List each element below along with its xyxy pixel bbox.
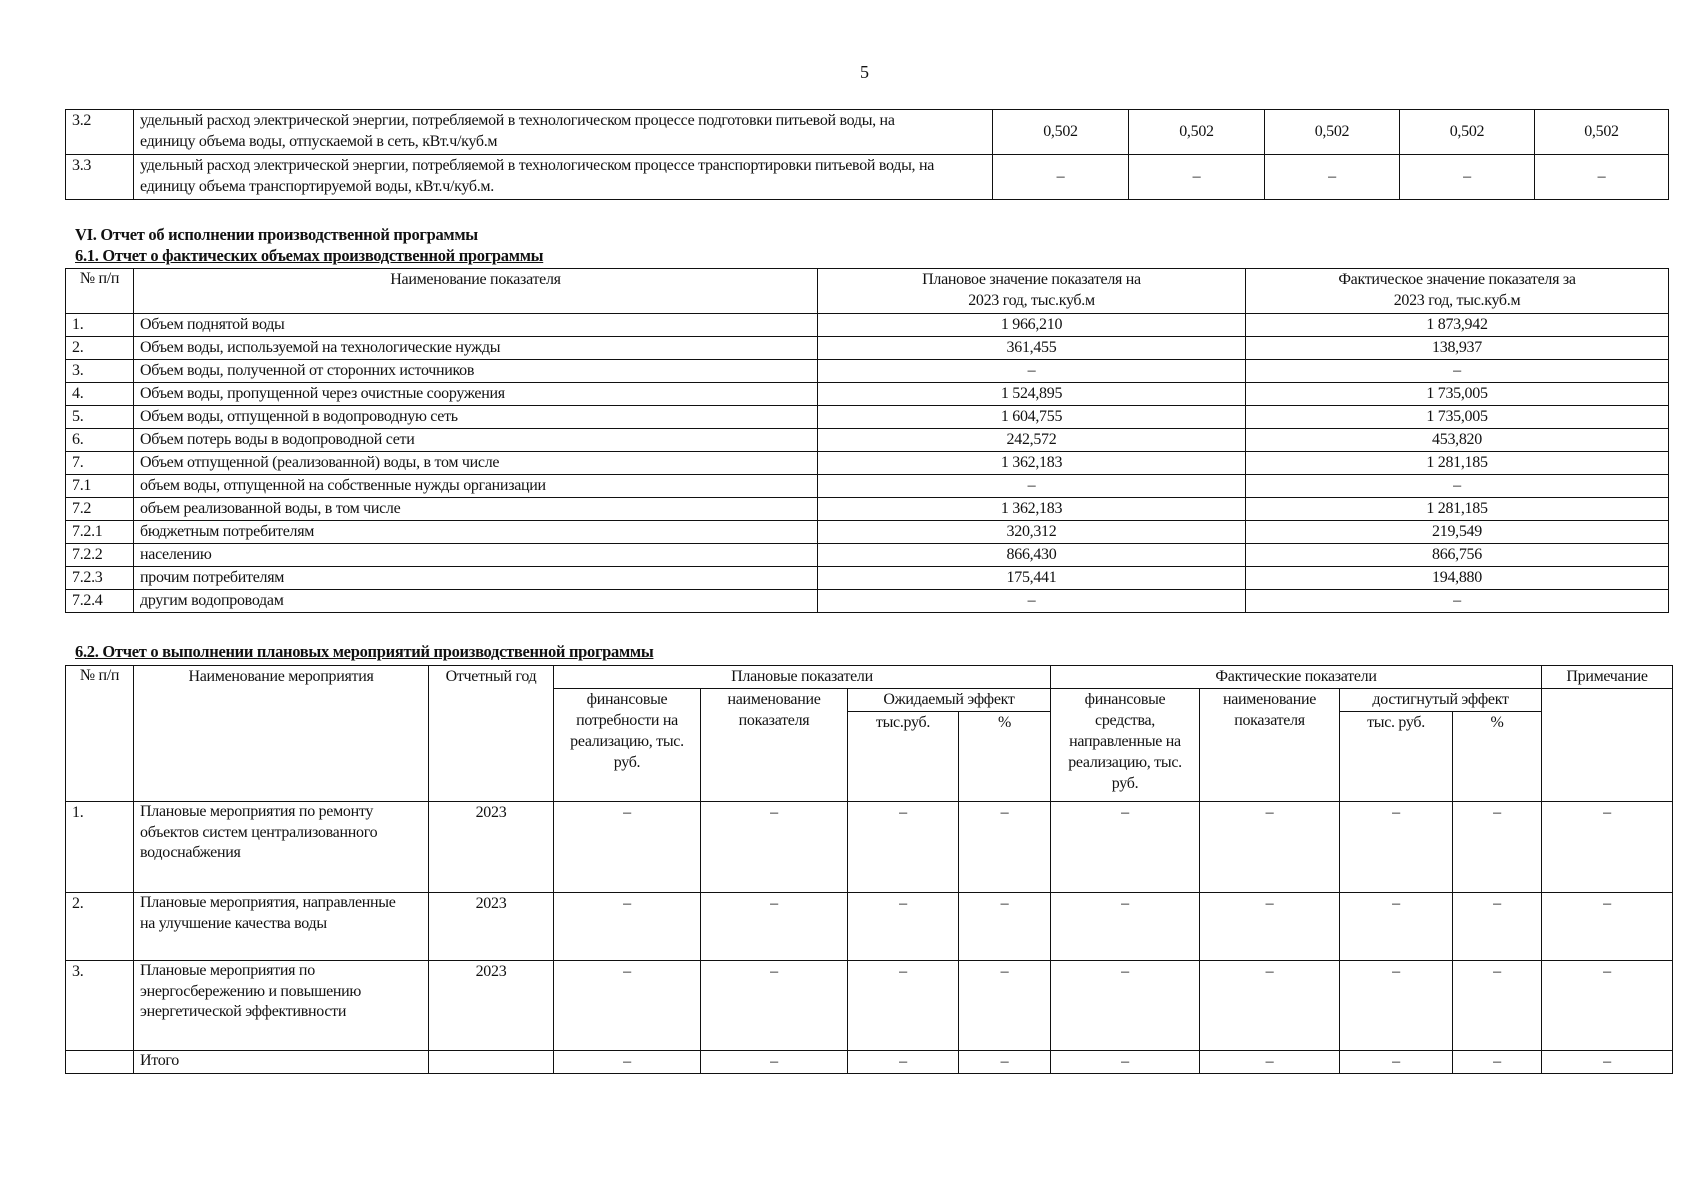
- fact-value: 1 281,185: [1246, 452, 1669, 475]
- measure-value: –: [959, 802, 1051, 893]
- measure-value: –: [959, 893, 1051, 961]
- plan-value: 866,430: [818, 544, 1246, 567]
- indicator-name: объем реализованной воды, в том числе: [134, 498, 818, 521]
- measure-value: –: [1453, 961, 1542, 1051]
- measure-value: –: [959, 1051, 1051, 1074]
- indicator-name: Объем отпущенной (реализованной) воды, в том числе: [134, 452, 818, 475]
- report-year: 2023: [429, 893, 554, 961]
- indicator-name: Объем воды, полученной от сторонних источников: [134, 360, 818, 383]
- plan-value: 1 966,210: [818, 314, 1246, 337]
- indicator-name: удельный расход электрической энергии, потребляемой в технологическом процессе транспортировки питьевой воды, на единицу объема транспортируемой воды, кВт.ч/куб.м.: [134, 155, 993, 200]
- indicator-name: Объем потерь воды в водопроводной сети: [134, 429, 818, 452]
- measure-value: –: [701, 961, 848, 1051]
- measure-value: –: [1340, 961, 1453, 1051]
- fact-value: 866,756: [1246, 544, 1669, 567]
- fact-value: 194,880: [1246, 567, 1669, 590]
- header-plan: Плановое значение показателя на 2023 год, тыс.куб.м: [818, 269, 1246, 314]
- plan-value: 361,455: [818, 337, 1246, 360]
- row-number: 7.2.4: [66, 590, 134, 613]
- measure-value: –: [1200, 893, 1340, 961]
- indicator-name: Объем воды, отпущенной в водопроводную сеть: [134, 406, 818, 429]
- measure-value: –: [1200, 802, 1340, 893]
- header-fact: Фактическое значение показателя за 2023 год, тыс.куб.м: [1246, 269, 1669, 314]
- row-number: 3.: [66, 360, 134, 383]
- header-year: Отчетный год: [429, 666, 554, 802]
- measure-value: –: [1453, 893, 1542, 961]
- fact-value: 1 735,005: [1246, 406, 1669, 429]
- plan-value: 242,572: [818, 429, 1246, 452]
- measure-value: –: [554, 1051, 701, 1074]
- table-row: [66, 498, 1669, 521]
- table-row: [66, 521, 1669, 544]
- row-number: 1.: [66, 802, 134, 893]
- measures-title: 6.2. Отчет о выполнении плановых мероприятий производственной программы: [75, 642, 654, 661]
- row-number: 7.2.1: [66, 521, 134, 544]
- indicator-value: –: [1129, 155, 1265, 200]
- plan-value: 175,441: [818, 567, 1246, 590]
- measure-value: –: [554, 961, 701, 1051]
- measure-value: –: [1200, 961, 1340, 1051]
- header-plan-pct: %: [959, 712, 1051, 802]
- header-act-effect: достигнутый эффект: [1340, 689, 1542, 712]
- indicator-value: –: [1265, 155, 1400, 200]
- row-number: 7.2.2: [66, 544, 134, 567]
- table-row: [66, 1051, 1673, 1074]
- indicator-name: Объем воды, пропущенной через очистные сооружения: [134, 383, 818, 406]
- fact-value: –: [1246, 360, 1669, 383]
- measure-value: –: [554, 893, 701, 961]
- indicator-value: –: [1535, 155, 1669, 200]
- indicator-name: населению: [134, 544, 818, 567]
- measure-value: –: [1051, 1051, 1200, 1074]
- volumes-title: 6.1. Отчет о фактических объемах производственной программы: [75, 246, 544, 265]
- measure-value: –: [1453, 1051, 1542, 1074]
- fact-value: 453,820: [1246, 429, 1669, 452]
- indicator-name: прочим потребителям: [134, 567, 818, 590]
- header-actual: Фактические показатели: [1051, 666, 1542, 689]
- indicator-value: –: [993, 155, 1129, 200]
- header-act-pct: %: [1453, 712, 1542, 802]
- header-name: Наименование показателя: [134, 269, 818, 314]
- measure-value: –: [1340, 1051, 1453, 1074]
- report-year: 2023: [429, 802, 554, 893]
- fact-value: –: [1246, 590, 1669, 613]
- row-number: 7.: [66, 452, 134, 475]
- fact-value: 1 735,005: [1246, 383, 1669, 406]
- measure-value: –: [1542, 961, 1673, 1051]
- row-number: 5.: [66, 406, 134, 429]
- fact-value: 219,549: [1246, 521, 1669, 544]
- row-number: 6.: [66, 429, 134, 452]
- indicator-value: 0,502: [1265, 110, 1400, 155]
- fact-value: 1 873,942: [1246, 314, 1669, 337]
- plan-value: 1 604,755: [818, 406, 1246, 429]
- table-row: [66, 110, 1669, 155]
- measure-value: –: [959, 961, 1051, 1051]
- measure-value: –: [1542, 893, 1673, 961]
- table-row: [66, 544, 1669, 567]
- indicator-value: 0,502: [993, 110, 1129, 155]
- measure-value: –: [1051, 961, 1200, 1051]
- row-number: 3.3: [66, 155, 134, 200]
- measure-value: –: [1340, 802, 1453, 893]
- table-row: [66, 802, 1673, 893]
- table-row: [66, 155, 1669, 200]
- measure-value: –: [848, 961, 959, 1051]
- header-act-rub: тыс. руб.: [1340, 712, 1453, 802]
- measure-value: –: [1340, 893, 1453, 961]
- table-row: [66, 406, 1669, 429]
- header-plan-fin: финансовые потребности на реализацию, тыс. руб.: [554, 689, 701, 802]
- table-row: [66, 961, 1673, 1051]
- header-planned: Плановые показатели: [554, 666, 1051, 689]
- plan-value: –: [818, 360, 1246, 383]
- row-number: [66, 1051, 134, 1074]
- measure-value: –: [701, 802, 848, 893]
- row-number: 1.: [66, 314, 134, 337]
- measure-value: –: [1542, 802, 1673, 893]
- row-number: 7.2.3: [66, 567, 134, 590]
- indicator-name: Объем поднятой воды: [134, 314, 818, 337]
- measure-value: –: [848, 1051, 959, 1074]
- table-row: [66, 383, 1669, 406]
- measure-value: –: [1051, 893, 1200, 961]
- row-number: 7.2: [66, 498, 134, 521]
- header-note-blank: [1542, 689, 1673, 802]
- row-number: 3.: [66, 961, 134, 1051]
- fact-value: –: [1246, 475, 1669, 498]
- header-num: № п/п: [66, 666, 134, 802]
- measure-name: Плановые мероприятия, направленные на улучшение качества воды: [134, 893, 429, 961]
- volumes-table: [65, 268, 1669, 613]
- measure-value: –: [848, 893, 959, 961]
- indicator-name: бюджетным потребителям: [134, 521, 818, 544]
- header-note: Примечание: [1542, 666, 1673, 689]
- table-row: [66, 893, 1673, 961]
- header-act-fin: финансовые средства, направленные на реализацию, тыс. руб.: [1051, 689, 1200, 802]
- table-row: [66, 567, 1669, 590]
- measure-value: –: [701, 1051, 848, 1074]
- measure-value: –: [701, 893, 848, 961]
- measure-name: Итого: [134, 1051, 429, 1074]
- plan-value: 1 524,895: [818, 383, 1246, 406]
- header-plan-effect: Ожидаемый эффект: [848, 689, 1051, 712]
- report-year: [429, 1051, 554, 1074]
- row-number: 3.2: [66, 110, 134, 155]
- measures-table: [65, 665, 1673, 1074]
- measure-value: –: [1453, 802, 1542, 893]
- measure-value: –: [1051, 802, 1200, 893]
- report-year: 2023: [429, 961, 554, 1051]
- header-num: № п/п: [66, 269, 134, 314]
- table-row: [66, 360, 1669, 383]
- header-plan-ind: наименование показателя: [701, 689, 848, 802]
- measure-value: –: [1200, 1051, 1340, 1074]
- measure-name: Плановые мероприятия по ремонту объектов систем централизованного водоснабжения: [134, 802, 429, 893]
- header-act-ind: наименование показателя: [1200, 689, 1340, 802]
- indicator-value: –: [1400, 155, 1535, 200]
- plan-value: 320,312: [818, 521, 1246, 544]
- measure-value: –: [554, 802, 701, 893]
- row-number: 7.1: [66, 475, 134, 498]
- fact-value: 138,937: [1246, 337, 1669, 360]
- table-row: [66, 429, 1669, 452]
- fact-value: 1 281,185: [1246, 498, 1669, 521]
- indicator-value: 0,502: [1129, 110, 1265, 155]
- measure-value: –: [848, 802, 959, 893]
- plan-value: 1 362,183: [818, 452, 1246, 475]
- section-title: VI. Отчет об исполнении производственной программы: [75, 225, 478, 244]
- energy-consumption-table: [65, 109, 1669, 200]
- header-plan-rub: тыс.руб.: [848, 712, 959, 802]
- plan-value: –: [818, 475, 1246, 498]
- plan-value: –: [818, 590, 1246, 613]
- row-number: 2.: [66, 337, 134, 360]
- page-number: 5: [860, 62, 869, 82]
- row-number: 4.: [66, 383, 134, 406]
- table-row: [66, 314, 1669, 337]
- indicator-value: 0,502: [1535, 110, 1669, 155]
- measure-name: Плановые мероприятия по энергосбережению и повышению энергетической эффективности: [134, 961, 429, 1051]
- table-row: [66, 475, 1669, 498]
- measure-value: –: [1542, 1051, 1673, 1074]
- row-number: 2.: [66, 893, 134, 961]
- indicator-name: удельный расход электрической энергии, потребляемой в технологическом процессе подготовки питьевой воды, на единицу объема воды, отпускаемой в сеть, кВт.ч/куб.м: [134, 110, 993, 155]
- indicator-name: другим водопроводам: [134, 590, 818, 613]
- table-row: [66, 337, 1669, 360]
- table-row: [66, 590, 1669, 613]
- plan-value: 1 362,183: [818, 498, 1246, 521]
- indicator-value: 0,502: [1400, 110, 1535, 155]
- table-row: [66, 452, 1669, 475]
- header-name: Наименование мероприятия: [134, 666, 429, 802]
- indicator-name: объем воды, отпущенной на собственные нужды организации: [134, 475, 818, 498]
- indicator-name: Объем воды, используемой на технологические нужды: [134, 337, 818, 360]
